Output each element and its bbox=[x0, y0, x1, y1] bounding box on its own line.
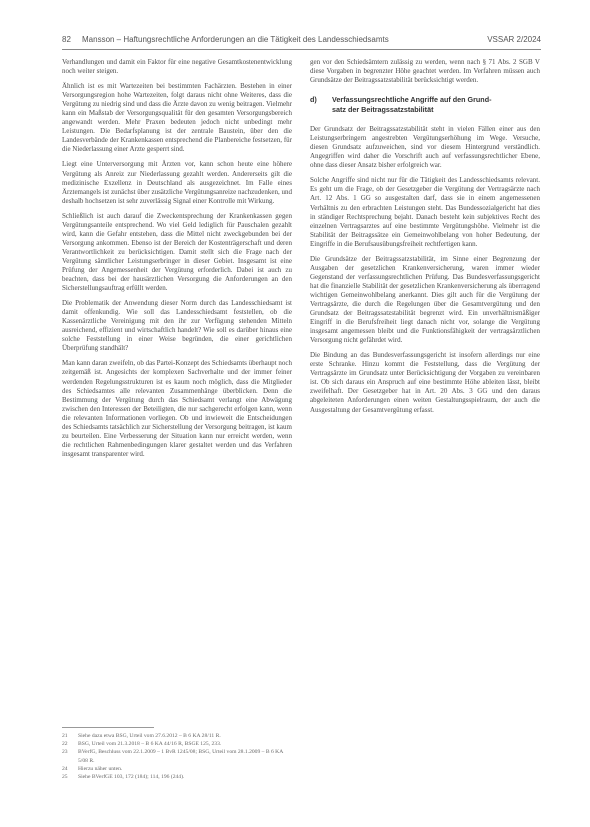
footnote: 25 Siehe BVerfGE 103, 172 (184); 114, 196 (244). bbox=[62, 774, 185, 781]
paragraph: Liegt eine Unterversorgung mit Ärzten vor, kann schon heute eine höhere Vergütung als Anreiz zur Niederlassung gezahlt werden. Andererseits gilt die medizinische Exzellenz in Deutschland als ausgezeichnet. Im Falle eines Ärztemangels ist zunächst über zusätzliche Vergütungsanreize nachzudenken, und deshalb hochsetzen ist sehr zuverlässig Signal einer Kontrolle mit Wirkung. bbox=[62, 160, 292, 205]
page-number: 82 bbox=[62, 35, 71, 44]
footnote: 22 BSG, Urteil vom 21.3.2018 – B 6 KA 44/16 R, BSGE 125, 233. bbox=[62, 741, 222, 748]
paragraph: Die Grundsätze der Beitragssatzstabilität, im Sinne einer Begrenzung der Ausgaben der gesetzlichen Krankenversicherung, waren immer wieder Gegenstand der verfassungsrechtlichen Prüfung. Das Bundesverfassungsgericht hat die finanzielle Stabilität der gesetzlichen Krankenversicherung als überragend wichtigen Gemeinwohlbelang anerkannt. Dies gilt auch für die Vergütung der Vertragsärzte, die durch die Regelungen über die Gesamtvergütung und den Grundsatz der Beitragssatzstabilität begrenzt wird. Ein unverhältnismäßiger Eingriff in die Berufsfreiheit liegt danach nicht vor, solange die Vergütung insgesamt angemessen bleibt und die Funktionsfähigkeit der vertragsärztlichen Versorgung nicht gefährdet wird. bbox=[310, 254, 540, 345]
left-column bbox=[62, 58, 292, 465]
section-title-line1: Verfassungsrechtliche Angriffe auf den Grund- bbox=[332, 95, 492, 105]
paragraph: gen vor den Schiedsämtern zulässig zu werden, wenn nach § 71 Abs. 2 SGB V diese Vorgaben in begrenzter Höhe geachtet werden. Im Verfahren müssen auch Grundsätze der Beitragssatzstabilität berücksichtigt werden. bbox=[310, 58, 540, 85]
paragraph: Die Problematik der Anwendung dieser Norm durch das Landesschiedsamt ist damit offenkundig. Wie soll das Landesschiedsamt feststellen, ob die Kassenärztliche Vereinigung mit den ihr zur Verfügung stehenden Mitteln ausreichend, effizient und wirtschaftlich handelt? Wie soll es darüber hinaus eine solche Feststellung in einer Weise begründen, die einer gerichtlichen Überprüfung standhält? bbox=[62, 299, 292, 353]
running-title: Mansson – Haftungsrechtliche Anforderungen an die Tätigkeit des Landesschiedsamts bbox=[82, 35, 389, 44]
footnote-rule bbox=[62, 727, 154, 728]
paragraph: Der Grundsatz der Beitragssatzstabilität steht in vielen Fällen einer aus den Leistungserbringern angestrebten Vergütungserhöhung im Wege. Versuche, diesen Grundsatz aufzuweichen, sind vor diesem Hintergrund verständlich. Angegriffen wird daher die Vorschrift auch auf verfassungsrechtlicher Ebene, ohne dass dieser Ansatz bisher erfolgreich war. bbox=[310, 125, 540, 170]
page-header bbox=[62, 35, 541, 49]
paragraph: Ähnlich ist es mit Wartezeiten bei bestimmten Fachärzten. Bestehen in einer Versorgungsregion hohe Wartezeiten, folgt daraus nicht ohne Weiteres, dass die Vergütung zu niedrig sind und dass die Ärzte davon zu wenig beitragen. Vielmehr kann ein Maßstab der Versorgungsqualität für den gesamten Versorgungsbereich angewandt werden. Mehr Praxen bedeuten jedoch nicht unbedingt mehr Leistungen. Die Bedarfsplanung ist der zentrale Baustein, über den die Landesverbände der Krankenkassen entsprechend die Planbereiche festsetzen, für die Niederlassung einer Arzte gesperrt sind. bbox=[62, 82, 292, 154]
section-heading bbox=[310, 95, 540, 115]
paragraph: Verhandlungen und damit ein Faktor für eine negative Gesamtkostenentwicklung noch weiter steigen. bbox=[62, 58, 292, 76]
footnote: 21 Siehe dazu etwa BSG, Urteil vom 27.6.2012 – B 6 KA 28/11 R. bbox=[62, 733, 221, 739]
section-label: d) bbox=[310, 95, 317, 105]
journal-name: VSSAR 2/2024 bbox=[487, 35, 541, 44]
paragraph: Man kann daran zweifeln, ob das Partei-Konzept des Schiedsamts überhaupt noch zeitgemäß ist. Angesichts der komplexen Sachverhalte und der immer feiner werdenden Regelungsstrukturen ist es kaum noch möglich, dass die Mitglieder des Schiedsamtes alle relevanten Zusammenhänge überblicken. Denn die Bestimmung der Vergütung durch das Schiedsamt verlangt eine Abwägung zwischen den Interessen der Beteiligten, die nur sachgerecht erfolgen kann, wenn die relevanten Informationen vorliegen. Ob und inwieweit die Entscheidungen des Schiedsamts tatsächlich zur Sicherstellung der Versorgung beitragen, ist kaum zu beurteilen. Eine Verbesserung der Situation kann nur erreicht werden, wenn die rechtlichen Rahmenbedingungen klarer gestaltet werden und das Verfahren insgesamt transparenter wird. bbox=[62, 359, 292, 458]
footnotes bbox=[62, 732, 292, 781]
paragraph: Die Bindung an das Bundesverfassungsgericht ist insofern allerdings nur eine erste Schranke. Hinzu kommt die Feststellung, dass die Vergütung der Vertragsärzte im Grundsatz unter Berücksichtigung der Vorgaben zu vereinbaren ist. Ob sich daraus ein Anspruch auf eine bestimmte Höhe ableiten lässt, bleibt zweifelhaft. Der Gesetzgeber hat in Art. 20 Abs. 3 GG und den daraus abgeleiteten Anforderungen einen weiten Gestaltungsspielraum, der auch die Ausgestaltung der Gesamtvergütung erfasst. bbox=[310, 351, 540, 414]
right-column bbox=[310, 58, 540, 421]
section-title-line2: satz der Beitragssatzstabilität bbox=[332, 105, 434, 115]
header-rule bbox=[62, 49, 541, 50]
paragraph: Schließlich ist auch darauf die Zweckentsprechung der Krankenkassen gegen Vergütungsanteile entsprechend. Wo viel Geld lediglich für Pauschalen gezahlt wird, kann die Gefahr entstehen, dass die Mittel nicht zweckgebunden bei der Versorgung ankommen. Ebenso ist der Bereich der Kostenträgerschaft und deren Verantwortlichkeit zu berücksichtigen. Damit stellt sich die Frage nach der Vergütung sämtlicher Leistungserbringer in dieser Gebiet. Insgesamt ist eine Prüfung der Angemessenheit der Vergütung erforderlich. Dabei ist auch zu beachten, dass bei der hausärztlichen Versorgung die Anforderungen an den Sicherstellungsauftrag erfüllt werden. bbox=[62, 211, 292, 293]
paragraph: Solche Angriffe sind nicht nur für die Tätigkeit des Landesschiedsamts relevant. Es geht um die Frage, ob der Gesetzgeber die Vergütung der Vertragsärzte nach Art. 12 Abs. 1 GG so ausgestalten darf, dass sie in einem angemessenen Verhältnis zu den erbrachten Leistungen steht. Das Bundessozialgericht hat dies in ständiger Rechtsprechung bejaht. Danach besteht kein subjektives Recht des einzelnen Vertragsarztes auf eine bestimmte Vergütungshöhe. Vielmehr ist die Stabilität der Beitragssätze ein Gemeinwohlbelang von hoher Bedeutung, der Eingriffe in die Berufsausübungsfreiheit rechtfertigen kann. bbox=[310, 176, 540, 248]
footnote: 23 BVerfG, Beschluss vom 22.1.2009 – 1 BvR 1245/08; BSG, Urteil vom 28.1.2009 – B 6 KA 5/08 R. bbox=[62, 749, 283, 764]
footnote: 24 Hierzu näher unten. bbox=[62, 765, 123, 772]
